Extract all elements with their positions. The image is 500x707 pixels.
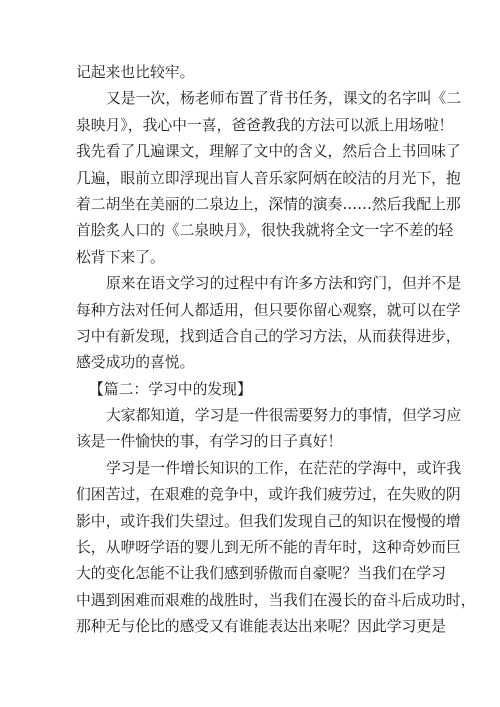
text-line: 习中有新发现，找到适合自己的学习方法，从而获得进步， (76, 327, 461, 345)
text-line: 松背下来了。 (76, 248, 165, 266)
text-line: 中遇到困难而艰难的战胜时，当我们在漫长的奋斗后成功时， (76, 591, 476, 609)
paragraph-er-quan-ying-yue (76, 86, 462, 271)
text-line: 记起来也比较牢。 (76, 64, 195, 81)
text-line: 几遍，眼前立即浮现出盲人音乐家阿炳在皎洁的月光下，抱 (76, 169, 461, 187)
text-line: 们困苦过，在艰难的竞争中，或许我们疲劳过，在失败的阴 (76, 486, 461, 504)
text-line: 首脍炙人口的《二泉映月》，很快我就将全文一字不差的轻 (76, 222, 454, 240)
text-line: 那种无与伦比的感受又有谁能表达出来呢？因此学习更是 (76, 618, 446, 636)
text-line: 学习是一件增长知识的工作，在茫茫的学海中，或许我 (106, 459, 462, 477)
paragraph-methods-conclusion (76, 271, 462, 377)
text-line: 大家都知道，学习是一件很需要努力的事情，但学习应 (106, 407, 462, 425)
document-page (76, 60, 476, 641)
text-line: 我先看了几遍课文，理解了文中的含义，然后合上书回味了 (76, 143, 461, 161)
text-line: 每种方法对任何人都适用，但只要你留心观察，就可以在学 (76, 301, 461, 319)
paragraph-learning-growth (76, 456, 476, 641)
text-line: 感受成功的喜悦。 (76, 354, 195, 372)
text-line: 长，从咿呀学语的婴儿到无所不能的青年时，这种奇妙而巨 (76, 539, 461, 557)
paragraph-memory-end (76, 60, 428, 86)
text-line: 该是一件愉快的事，有学习的日子真好！ (76, 433, 343, 451)
text-line: 着二胡坐在美丽的二泉边上，深情的演奏……然后我配上那 (76, 195, 461, 213)
section-heading-part-two (76, 377, 428, 403)
section-heading-text: 【篇二：学习中的发现】 (89, 380, 252, 398)
paragraph-learning-effort (76, 403, 462, 456)
text-line: 又是一次，杨老师布置了背书任务，课文的名字叫《二 (106, 90, 462, 108)
text-line: 大的变化怎能不让我们感到骄傲而自豪呢？当我们在学习 (76, 565, 446, 583)
text-line: 影中，或许我们失望过。但我们发现自己的知识在慢慢的增 (76, 512, 461, 530)
text-line: 原来在语文学习的过程中有许多方法和窍门，但并不是 (106, 275, 462, 293)
text-line: 泉映月》，我心中一喜，爸爸教我的方法可以派上用场啦！ (76, 116, 454, 134)
